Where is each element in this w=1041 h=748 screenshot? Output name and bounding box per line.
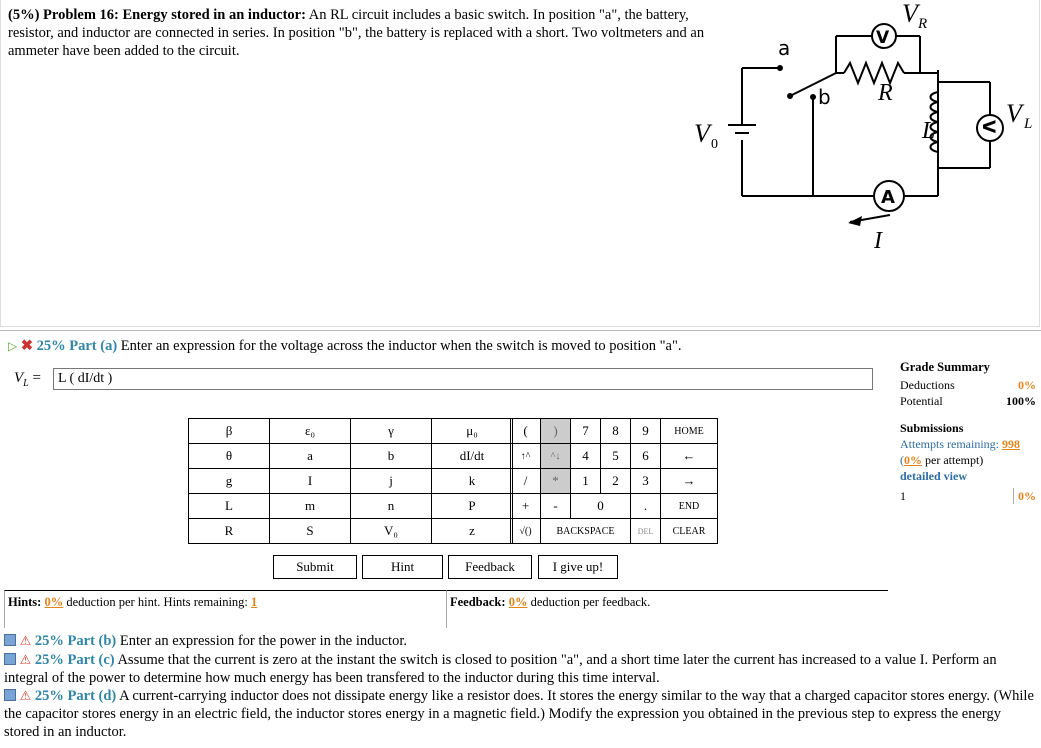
inductor-label: L bbox=[922, 118, 936, 144]
number-keypad bbox=[510, 418, 718, 544]
key-end[interactable]: END bbox=[661, 494, 718, 519]
problem-body: An RL circuit includes a basic switch. In position "a", the battery, resistor, and inductor are connected in series. In position "b", the battery is replaced with a short. Two voltmeters and an ammeter have been added to the circuit. bbox=[8, 7, 705, 59]
warning-icon: ⚠ bbox=[19, 633, 32, 648]
potential-label: Potential bbox=[900, 394, 943, 408]
part-b-row[interactable] bbox=[4, 632, 1034, 650]
key-divide[interactable]: / bbox=[511, 469, 541, 494]
key-n[interactable]: n bbox=[351, 494, 432, 519]
symbol-keypad bbox=[188, 418, 513, 544]
attempts-remaining: 998 bbox=[1001, 437, 1020, 451]
key-gamma[interactable]: γ bbox=[351, 419, 432, 444]
section-divider bbox=[0, 330, 1041, 331]
vr-sub: R bbox=[918, 16, 928, 32]
resistor-label: R bbox=[878, 80, 893, 106]
expand-box-icon[interactable] bbox=[4, 689, 16, 701]
feedback-deduction: 0% bbox=[508, 595, 528, 609]
problem-topic: Energy stored in an inductor: bbox=[122, 7, 306, 23]
problem-statement bbox=[8, 6, 708, 60]
deductions-value: 0% bbox=[1018, 378, 1036, 392]
part-a-text: Enter an expression for the voltage across the inductor when the switch is moved to position "a". bbox=[120, 338, 682, 354]
part-c-percent: 25% Part (c) bbox=[34, 652, 115, 668]
warning-icon: ⚠ bbox=[19, 688, 32, 703]
vl-sub: L bbox=[1024, 116, 1033, 132]
attempts-line: Attempts remaining: 998 bbox=[900, 437, 1020, 451]
part-d-percent: 25% Part (d) bbox=[34, 688, 117, 704]
expand-box-icon[interactable] bbox=[4, 634, 16, 646]
expand-triangle-icon[interactable]: ▷ bbox=[8, 339, 18, 353]
warning-icon: ⚠ bbox=[19, 652, 32, 667]
per-attempt-line: (0% per attempt) bbox=[900, 453, 984, 467]
give-up-button[interactable]: I give up! bbox=[538, 555, 618, 579]
key-j[interactable]: j bbox=[351, 469, 432, 494]
feedback-text: deduction per feedback. bbox=[527, 595, 651, 609]
part-a-header bbox=[8, 338, 682, 355]
key-del[interactable]: DEL bbox=[631, 519, 661, 544]
submissions-title: Submissions bbox=[900, 421, 964, 435]
key-right-arrow[interactable]: → bbox=[661, 469, 718, 494]
ammeter-icon: A bbox=[881, 187, 895, 208]
vl-label: V bbox=[1006, 99, 1022, 128]
part-b-text: Enter an expression for the power in the inductor. bbox=[116, 633, 407, 649]
key-theta[interactable]: θ bbox=[189, 444, 270, 469]
key-l[interactable]: L bbox=[189, 494, 270, 519]
key-r[interactable]: R bbox=[189, 519, 270, 544]
part-c-row[interactable] bbox=[4, 651, 1034, 687]
key-didt[interactable]: dI/dt bbox=[432, 444, 513, 469]
detailed-view-link[interactable]: detailed view bbox=[900, 469, 967, 483]
grade-summary-title: Grade Summary bbox=[900, 360, 990, 374]
key-0[interactable]: 0 bbox=[571, 494, 631, 519]
feedback-button[interactable]: Feedback bbox=[448, 555, 532, 579]
key-7[interactable]: 7 bbox=[571, 419, 601, 444]
grade-summary bbox=[900, 360, 1036, 504]
submission-score: 0% bbox=[1013, 488, 1036, 504]
hints-remaining: 1 bbox=[251, 595, 258, 609]
key-clear[interactable]: CLEAR bbox=[661, 519, 718, 544]
v0-label: V bbox=[694, 119, 710, 148]
key-minus[interactable]: - bbox=[541, 494, 571, 519]
key-z[interactable]: z bbox=[432, 519, 513, 544]
key-open-paren[interactable]: ( bbox=[511, 419, 541, 444]
key-8[interactable]: 8 bbox=[601, 419, 631, 444]
part-d-row[interactable] bbox=[4, 687, 1034, 741]
key-p[interactable]: P bbox=[432, 494, 513, 519]
key-home[interactable]: HOME bbox=[661, 419, 718, 444]
part-c-text: Assume that the current is zero at the instant the switch is closed to position "a", and a short time later the current has increased to a value I. Perform an integral of the power to determine how much energy has been transfered to the inductor during this time interval. bbox=[4, 652, 997, 686]
submission-index: 1 bbox=[900, 489, 906, 503]
key-g[interactable]: g bbox=[189, 469, 270, 494]
key-4[interactable]: 4 bbox=[571, 444, 601, 469]
part-a-percent: 25% Part (a) bbox=[36, 338, 118, 354]
hints-panel bbox=[4, 590, 446, 628]
potential-value: 100% bbox=[1006, 394, 1036, 408]
key-9[interactable]: 9 bbox=[631, 419, 661, 444]
hint-button[interactable]: Hint bbox=[362, 555, 443, 579]
submit-button[interactable]: Submit bbox=[273, 555, 357, 579]
key-2[interactable]: 2 bbox=[601, 469, 631, 494]
answer-input[interactable] bbox=[53, 368, 873, 390]
expand-box-icon[interactable] bbox=[4, 653, 16, 665]
key-subscript[interactable]: ^↓ bbox=[541, 444, 571, 469]
key-v0[interactable]: V₀ bbox=[351, 519, 432, 544]
hints-label: Hints: bbox=[8, 595, 42, 609]
answer-variable-label: $V_L$ = bbox=[14, 370, 41, 389]
key-epsilon0[interactable]: ε₀ bbox=[270, 419, 351, 444]
circuit-diagram bbox=[690, 0, 1040, 260]
vr-label: V bbox=[902, 0, 918, 28]
key-5[interactable]: 5 bbox=[601, 444, 631, 469]
voltmeter-l-icon: V bbox=[978, 120, 998, 134]
part-d-text: A current-carrying inductor does not dissipate energy like a resistor does. It stores the energy similar to the way that a charged capacitor stores energy. (While the capacitor stores energy in an electric field, the inductor stores energy in a magnetic field.) Modify the expression you obtained in the previous step to express the energy stored in an inductor. bbox=[4, 688, 1034, 740]
key-s[interactable]: S bbox=[270, 519, 351, 544]
feedback-panel bbox=[446, 590, 888, 628]
switch-label-b: b bbox=[818, 85, 831, 109]
key-multiply[interactable]: * bbox=[541, 469, 571, 494]
incorrect-x-icon: ✖ bbox=[20, 338, 34, 354]
key-6[interactable]: 6 bbox=[631, 444, 661, 469]
key-beta[interactable]: β bbox=[189, 419, 270, 444]
hints-deduction: 0% bbox=[44, 595, 64, 609]
current-label: I bbox=[874, 228, 882, 254]
key-plus[interactable]: + bbox=[511, 494, 541, 519]
key-b[interactable]: b bbox=[351, 444, 432, 469]
key-a[interactable]: a bbox=[270, 444, 351, 469]
key-3[interactable]: 3 bbox=[631, 469, 661, 494]
key-mu0[interactable]: μ₀ bbox=[432, 419, 513, 444]
problem-weight: (5%) bbox=[8, 7, 40, 23]
key-left-arrow[interactable]: ← bbox=[661, 444, 718, 469]
key-close-paren[interactable]: ) bbox=[541, 419, 571, 444]
part-b-percent: 25% Part (b) bbox=[34, 633, 117, 649]
feedback-label: Feedback: bbox=[450, 595, 506, 609]
key-k[interactable]: k bbox=[432, 469, 513, 494]
key-i[interactable]: I bbox=[270, 469, 351, 494]
v0-sub: 0 bbox=[711, 137, 718, 152]
key-dot[interactable]: . bbox=[631, 494, 661, 519]
deductions-label: Deductions bbox=[900, 378, 955, 392]
switch-label-a: a bbox=[778, 36, 791, 60]
voltmeter-r-icon: V bbox=[876, 28, 890, 48]
hints-text: deduction per hint. Hints remaining: bbox=[63, 595, 248, 609]
key-superscript[interactable]: ↑^ bbox=[511, 444, 541, 469]
problem-number: Problem 16: bbox=[43, 7, 119, 23]
key-1[interactable]: 1 bbox=[571, 469, 601, 494]
key-m[interactable]: m bbox=[270, 494, 351, 519]
key-backspace[interactable]: BACKSPACE bbox=[541, 519, 631, 544]
key-sqrt[interactable]: √() bbox=[511, 519, 541, 544]
